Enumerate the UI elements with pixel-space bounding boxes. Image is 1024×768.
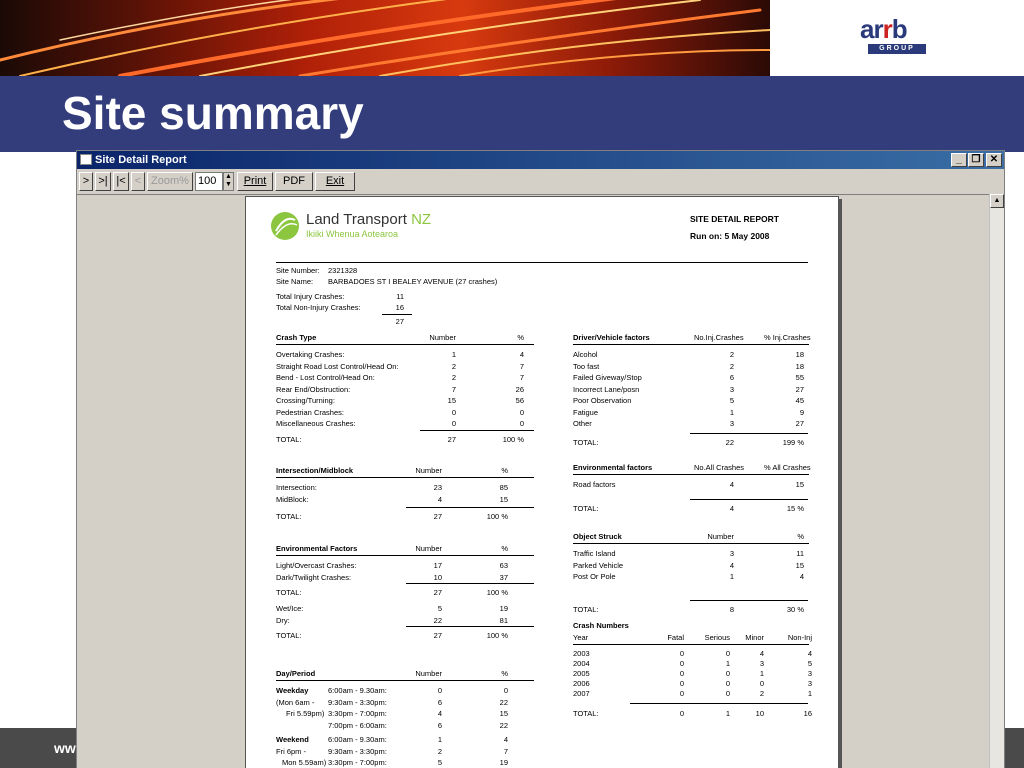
- next-page-button[interactable]: >: [79, 172, 93, 191]
- intersection-row-value: 23: [433, 483, 442, 492]
- crash-type-row-value: 0: [451, 407, 456, 417]
- crash-type-row-value: 1: [451, 350, 456, 359]
- logo-letter: b: [891, 14, 907, 44]
- object-struck-row-pct: 15: [795, 560, 804, 570]
- crash-numbers-value: 2: [759, 689, 764, 698]
- crash-numbers-value: 0: [759, 679, 764, 688]
- zoom-input[interactable]: 100: [195, 172, 223, 191]
- crash-numbers-value: 0: [679, 679, 684, 688]
- close-button[interactable]: ✕: [986, 153, 1002, 167]
- weekday-label: Weekday: [276, 686, 309, 695]
- crash-type-row-pct: 0: [519, 407, 524, 417]
- object-struck-total-value: 8: [729, 604, 734, 614]
- object-struck-row-value: 1: [729, 572, 734, 581]
- crash-type-row-label: Miscellaneous Crashes:: [276, 419, 356, 428]
- env-factors-col2: %: [501, 544, 508, 553]
- rule-line: [406, 626, 534, 627]
- scroll-up-arrow-icon[interactable]: ▲: [990, 194, 1004, 208]
- crash-numbers-total-label: TOTAL:: [573, 709, 599, 718]
- crash-numbers-total: 10: [755, 709, 764, 718]
- weekday-sub1: (Mon 6am -: [276, 697, 315, 707]
- crash-type-row-value: 7: [451, 384, 456, 394]
- driver-row-value: 1: [729, 407, 734, 417]
- land-transport-logo-icon: [270, 211, 300, 241]
- logo-title-text: Land Transport: [306, 211, 407, 228]
- driver-row-pct: 27: [795, 419, 804, 428]
- total-injury-label: Total Injury Crashes:: [276, 292, 345, 301]
- driver-row-label: Incorrect Lane/posn: [573, 384, 640, 394]
- crash-numbers-year: 2004: [573, 659, 590, 668]
- driver-row-label: Failed Giveway/Stop: [573, 373, 642, 382]
- rule-line: [573, 344, 809, 345]
- site-name: BARBADOES ST I BEALEY AVENUE (27 crashes): [328, 277, 498, 286]
- rule-line: [690, 499, 808, 500]
- crash-type-row-value: 0: [451, 419, 456, 428]
- crash-numbers-value: 1: [807, 689, 812, 698]
- object-struck-col2: %: [797, 532, 804, 541]
- env-right-title: Environmental factors: [573, 463, 653, 472]
- crash-type-row-label: Rear End/Obstruction:: [276, 384, 351, 394]
- weekday-value: 6: [437, 697, 442, 707]
- arrb-logo-group: GROUP: [868, 44, 926, 54]
- rule-line: [690, 433, 808, 434]
- crash-type-row-label: Pedestrian Crashes:: [276, 407, 344, 417]
- env-right-row-pct: 15: [795, 480, 804, 489]
- env-right-col2: % All Crashes: [764, 463, 811, 472]
- intersection-total-value: 27: [433, 512, 442, 521]
- driver-row-value: 3: [729, 419, 734, 428]
- site-number-label: Site Number:: [276, 266, 320, 275]
- weekend-value: 2: [437, 746, 442, 756]
- object-struck-row-label: Traffic Island: [573, 549, 616, 558]
- report-page: [245, 196, 839, 768]
- object-struck-row-pct: 4: [799, 572, 804, 581]
- object-struck-row-value: 3: [729, 549, 734, 558]
- driver-row-pct: 18: [795, 350, 804, 359]
- driver-row-value: 5: [729, 396, 734, 405]
- env-factors-row-pct: 63: [499, 561, 508, 570]
- weekday-period: 7:00pm - 6:00am:: [328, 720, 387, 730]
- crash-type-row-label: Straight Road Lost Control/Head On:: [276, 361, 399, 371]
- env-factors-2-total-label: TOTAL:: [276, 631, 302, 640]
- crash-type-row-label: Overtaking Crashes:: [276, 350, 345, 359]
- weekday-period: 6:00am - 9.30am:: [328, 686, 387, 695]
- first-page-button[interactable]: |<: [113, 172, 129, 191]
- crash-numbers-col: Fatal: [667, 633, 684, 642]
- crash-numbers-value: 0: [679, 659, 684, 668]
- weekday-pct: 22: [499, 720, 508, 730]
- crash-numbers-value: 0: [679, 669, 684, 678]
- total-noninjury: 16: [395, 303, 404, 312]
- env-factors-row-label: Dry:: [276, 615, 290, 625]
- crash-numbers-value: 0: [725, 649, 730, 658]
- env-factors-row-pct: 81: [499, 615, 508, 625]
- weekday-pct: 0: [503, 686, 508, 695]
- window-titlebar[interactable]: [77, 151, 1004, 169]
- env-factors-row-label: Light/Overcast Crashes:: [276, 561, 357, 570]
- driver-row-pct: 9: [799, 407, 804, 417]
- day-period-title: Day/Period: [276, 669, 316, 678]
- env-factors-row-value: 5: [437, 604, 442, 613]
- rule-line: [276, 555, 534, 556]
- intersection-total-label: TOTAL:: [276, 512, 302, 521]
- logo-letter: r: [882, 14, 892, 44]
- site-name-label: Site Name:: [276, 277, 314, 286]
- arrb-logo-text: [860, 14, 907, 45]
- driver-row-pct: 27: [795, 384, 804, 394]
- crash-numbers-title: Crash Numbers: [573, 621, 629, 630]
- zoom-button[interactable]: Zoom%: [147, 172, 193, 191]
- env-factors-row-pct: 19: [499, 604, 508, 613]
- env-factors-2-total-pct: 100 %: [486, 631, 508, 640]
- window-title: Site Detail Report: [95, 154, 187, 166]
- env-right-row-label: Road factors: [573, 480, 616, 489]
- rule-line: [276, 680, 534, 681]
- slide-title: Site summary: [62, 87, 364, 139]
- driver-total-value: 22: [725, 437, 734, 447]
- weekday-period: 9:30am - 3:30pm:: [328, 697, 387, 707]
- intersection-row-label: MidBlock:: [276, 494, 309, 504]
- crash-numbers-year: 2006: [573, 679, 590, 688]
- report-heading: SITE DETAIL REPORT: [690, 214, 779, 224]
- object-struck-total-label: TOTAL:: [573, 604, 599, 614]
- crash-type-total-label: TOTAL:: [276, 434, 302, 444]
- env-factors-col1: Number: [415, 544, 442, 553]
- crash-numbers-total: 1: [725, 709, 730, 718]
- driver-row-label: Too fast: [573, 361, 600, 371]
- intersection-row-label: Intersection:: [276, 483, 317, 492]
- run-on-date: 5 May 2008: [724, 231, 770, 241]
- rule-line: [573, 474, 809, 475]
- total-noninjury-label: Total Non-Injury Crashes:: [276, 303, 361, 312]
- logo-nz: NZ: [411, 211, 432, 228]
- weekend-period: 3:30pm - 7:00pm:: [328, 758, 387, 767]
- zoom-spinner[interactable]: ▲ ▼: [223, 172, 234, 191]
- object-struck-total-pct: 30 %: [786, 604, 804, 614]
- driver-title: Driver/Vehicle factors: [573, 333, 650, 342]
- driver-row-value: 2: [729, 361, 734, 371]
- weekend-label: Weekend: [276, 735, 309, 744]
- env-factors-total-value: 27: [433, 588, 442, 597]
- env-factors-total-label: TOTAL:: [276, 588, 302, 597]
- crash-type-row-label: Bend - Lost Control/Head On:: [276, 373, 375, 382]
- driver-row-label: Alcohol: [573, 350, 598, 359]
- crash-type-col2: %: [517, 333, 524, 342]
- driver-row-label: Fatigue: [573, 407, 599, 417]
- print-button[interactable]: Print: [237, 172, 273, 191]
- minimize-button[interactable]: _: [951, 153, 967, 167]
- driver-row-value: 6: [729, 373, 734, 382]
- crash-type-row-pct: 4: [519, 350, 524, 359]
- env-factors-row-value: 17: [433, 561, 442, 570]
- run-on: [690, 231, 769, 241]
- env-right-col1: No.All Crashes: [694, 463, 745, 472]
- env-factors-total-pct: 100 %: [486, 588, 508, 597]
- footer-text: ww: [54, 740, 76, 756]
- object-struck-row-label: Post Or Pole: [573, 572, 616, 581]
- object-struck-row-value: 4: [729, 560, 734, 570]
- logo-title: [306, 211, 431, 228]
- weekend-pct: 4: [503, 735, 508, 744]
- day-period-col2: %: [501, 669, 508, 678]
- arrb-logo: [860, 14, 932, 60]
- weekday-value: 0: [437, 686, 442, 695]
- crash-numbers-total: 16: [803, 709, 812, 718]
- driver-row-value: 3: [729, 384, 734, 394]
- toolbar: [77, 170, 1004, 192]
- weekday-pct: 15: [499, 709, 508, 718]
- rule-line: [420, 430, 534, 431]
- pdf-button[interactable]: PDF: [275, 172, 313, 191]
- weekend-period: 6:00am - 9.30am:: [328, 735, 387, 744]
- header-photo: [0, 0, 770, 76]
- crash-numbers-value: 4: [759, 649, 764, 658]
- driver-row-pct: 45: [795, 396, 804, 405]
- crash-numbers-value: 1: [725, 659, 730, 668]
- rule-line: [276, 477, 534, 478]
- driver-row-label: Poor Observation: [573, 396, 632, 405]
- last-page-button[interactable]: >|: [95, 172, 111, 191]
- crash-type-title: Crash Type: [276, 333, 317, 342]
- run-on-label: Run on:: [690, 231, 723, 241]
- site-number: 2321328: [328, 266, 358, 275]
- intersection-total-pct: 100 %: [486, 512, 508, 521]
- driver-row-pct: 55: [795, 373, 804, 382]
- crash-numbers-value: 0: [725, 679, 730, 688]
- intersection-title: Intersection/Midblock: [276, 466, 354, 475]
- env-right-total-label: TOTAL:: [573, 503, 599, 513]
- weekday-value: 4: [437, 709, 442, 718]
- driver-row-label: Other: [573, 419, 592, 428]
- logo-letter: r: [873, 14, 883, 44]
- crash-numbers-value: 0: [725, 689, 730, 698]
- crash-numbers-value: 5: [807, 659, 812, 668]
- object-struck-row-label: Parked Vehicle: [573, 560, 624, 570]
- env-factors-row-value: 10: [433, 572, 442, 582]
- weekday-value: 6: [437, 720, 442, 730]
- rule-line: [573, 543, 809, 544]
- env-factors-row-label: Dark/Twilight Crashes:: [276, 572, 352, 582]
- driver-row-value: 2: [729, 350, 734, 359]
- day-period-col1: Number: [415, 669, 442, 678]
- rule-line: [406, 583, 534, 584]
- rule-line: [276, 344, 534, 345]
- report-window: [76, 150, 1005, 768]
- crash-type-col1: Number: [429, 333, 456, 342]
- env-factors-row-pct: 37: [499, 572, 508, 582]
- crash-numbers-value: 1: [759, 669, 764, 678]
- logo-letter: a: [860, 14, 874, 44]
- rule-line: [573, 644, 809, 645]
- intersection-row-pct: 85: [499, 483, 508, 492]
- report-viewer[interactable]: [77, 194, 989, 768]
- weekend-period: 9:30am - 3:30pm:: [328, 746, 387, 756]
- env-factors-title: Environmental Factors: [276, 544, 358, 553]
- crash-numbers-year: 2003: [573, 649, 590, 658]
- crash-numbers-value: 3: [807, 669, 812, 678]
- weekend-pct: 19: [499, 758, 508, 767]
- crash-numbers-col: Non-Inj: [787, 633, 812, 642]
- object-struck-col1: Number: [707, 532, 734, 541]
- weekend-sub1: Fri 6pm -: [276, 746, 306, 756]
- crash-numbers-year: 2005: [573, 669, 590, 678]
- restore-button[interactable]: ❐: [968, 153, 984, 167]
- crash-numbers-value: 0: [725, 669, 730, 678]
- logo-subtitle: Ikiiki Whenua Aotearoa: [306, 229, 399, 239]
- vertical-scrollbar[interactable]: [989, 194, 1004, 768]
- intersection-row-value: 4: [437, 494, 442, 504]
- driver-total-label: TOTAL:: [573, 437, 599, 447]
- weekend-value: 1: [437, 735, 442, 744]
- weekday-period: 3:30pm - 7:00pm:: [328, 709, 387, 718]
- env-right-row-value: 4: [729, 480, 734, 489]
- driver-total-pct: 199 %: [782, 437, 804, 447]
- driver-col2: % Inj.Crashes: [764, 333, 811, 342]
- crash-numbers-col: Serious: [704, 633, 730, 642]
- rule-line: [406, 507, 534, 508]
- crash-type-total-value: 27: [447, 434, 456, 444]
- window-icon: [80, 154, 92, 165]
- weekend-value: 5: [437, 758, 442, 767]
- driver-col1: No.Inj.Crashes: [694, 333, 744, 342]
- crash-type-row-pct: 56: [515, 396, 524, 405]
- weekend-sub2: Mon 5.59am): [282, 758, 327, 767]
- crash-numbers-value: 3: [807, 679, 812, 688]
- object-struck-title: Object Struck: [573, 532, 622, 541]
- crash-type-row-label: Crossing/Turning:: [276, 396, 335, 405]
- crash-numbers-value: 4: [807, 649, 812, 658]
- weekday-pct: 22: [499, 697, 508, 707]
- crash-type-row-pct: 0: [519, 419, 524, 428]
- env-factors-row-value: 22: [433, 615, 442, 625]
- crash-numbers-total: 0: [679, 709, 684, 718]
- total-injury: 11: [396, 292, 404, 301]
- driver-row-pct: 18: [795, 361, 804, 371]
- crash-numbers-value: 3: [759, 659, 764, 668]
- crash-type-row-value: 2: [451, 361, 456, 371]
- crash-numbers-col: Minor: [745, 633, 764, 642]
- crash-type-row-pct: 26: [515, 384, 524, 394]
- intersection-col2: %: [501, 466, 508, 475]
- crash-numbers-value: 0: [679, 689, 684, 698]
- prev-page-button[interactable]: <: [131, 172, 145, 191]
- crash-type-row-pct: 7: [519, 361, 524, 371]
- env-factors-2-total-value: 27: [433, 631, 442, 640]
- intersection-row-pct: 15: [499, 494, 508, 504]
- rule-line: [630, 703, 808, 704]
- crash-type-row-value: 2: [451, 373, 456, 382]
- crash-type-total-pct: 100 %: [502, 434, 524, 444]
- exit-button[interactable]: Exit: [315, 172, 355, 191]
- crash-type-row-value: 15: [447, 396, 456, 405]
- env-factors-row-label: Wet/Ice:: [276, 604, 304, 613]
- weekend-pct: 7: [503, 746, 508, 756]
- rule-line: [690, 600, 808, 601]
- env-right-total-value: 4: [729, 503, 734, 513]
- env-right-total-pct: 15 %: [786, 503, 804, 513]
- crash-numbers-col: Year: [573, 633, 589, 642]
- crash-numbers-value: 0: [679, 649, 684, 658]
- weekday-sub2: Fri 5.59pm): [286, 709, 325, 718]
- total-crashes: 27: [395, 317, 404, 326]
- crash-type-row-pct: 7: [519, 373, 524, 382]
- object-struck-row-pct: 11: [796, 549, 804, 558]
- crash-numbers-year: 2007: [573, 689, 590, 698]
- intersection-col1: Number: [415, 466, 442, 475]
